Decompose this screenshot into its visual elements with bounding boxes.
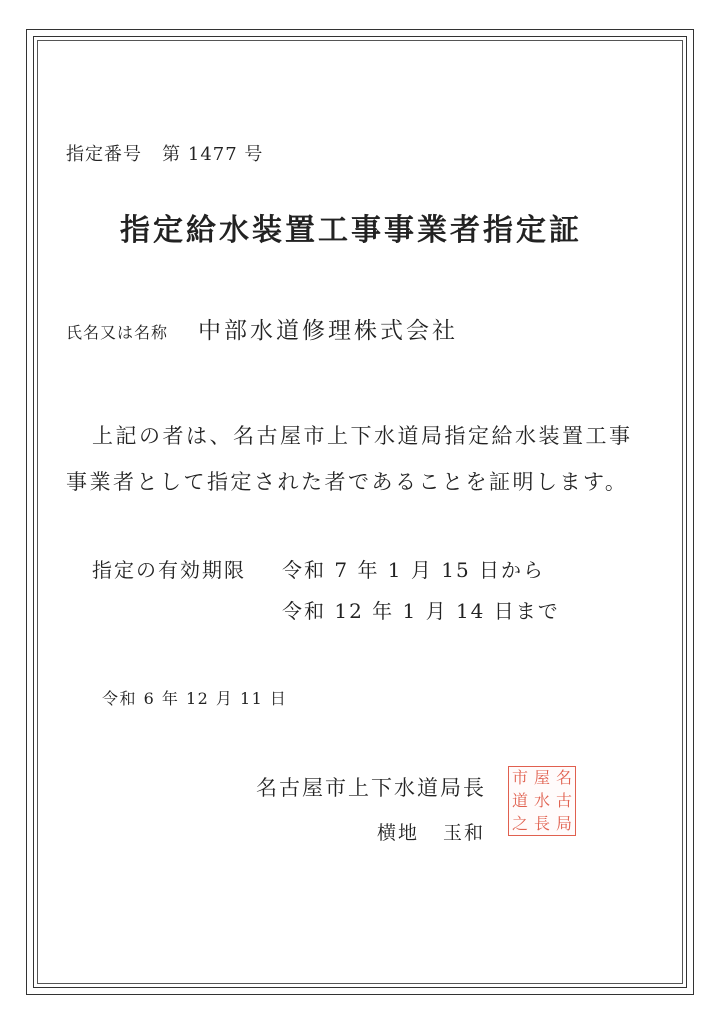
- certificate-border-innermost: [37, 40, 683, 984]
- seal-char: 道: [511, 790, 528, 810]
- validity-label: 指定の有効期限: [92, 558, 246, 582]
- seal-char: 局: [555, 813, 572, 833]
- holder-name-value: 中部水道修理株式会社: [198, 318, 459, 344]
- certificate-title: 指定給水装置工事事業者指定証: [120, 213, 582, 248]
- issuer-surname: 横地: [377, 822, 420, 844]
- seal-char: 之: [511, 813, 528, 833]
- issuer-given-name: 玉和: [443, 822, 486, 844]
- holder-name-label: 氏名又は名称: [66, 323, 169, 342]
- certificate-number: [66, 140, 263, 166]
- seal-char: 水: [533, 790, 550, 810]
- seal-char: 長: [533, 813, 550, 833]
- seal-char: 古: [555, 790, 572, 810]
- issuer-name: [377, 818, 485, 845]
- seal-char: 市: [511, 768, 528, 788]
- certification-text-line-1: 上記の者は、名古屋市上下水道局指定給水装置工事: [92, 424, 633, 448]
- seal-char: 名: [555, 768, 572, 788]
- validity-end: 令和 12 年 1 月 14 日まで: [282, 599, 560, 623]
- validity-start: 令和 7 年 1 月 15 日から: [282, 558, 546, 582]
- certification-text-line-2: 事業者として指定された者であることを証明します。: [66, 470, 629, 494]
- certificate-number-label: 指定番号: [66, 144, 142, 165]
- certificate-number-value: 第 1477 号: [162, 144, 264, 165]
- holder-name-row: [66, 312, 458, 345]
- official-seal: [508, 766, 576, 836]
- issue-date: 令和 6 年 12 月 11 日: [102, 689, 288, 708]
- issuer-title: 名古屋市上下水道局長: [256, 776, 486, 800]
- seal-char: 屋: [533, 768, 550, 788]
